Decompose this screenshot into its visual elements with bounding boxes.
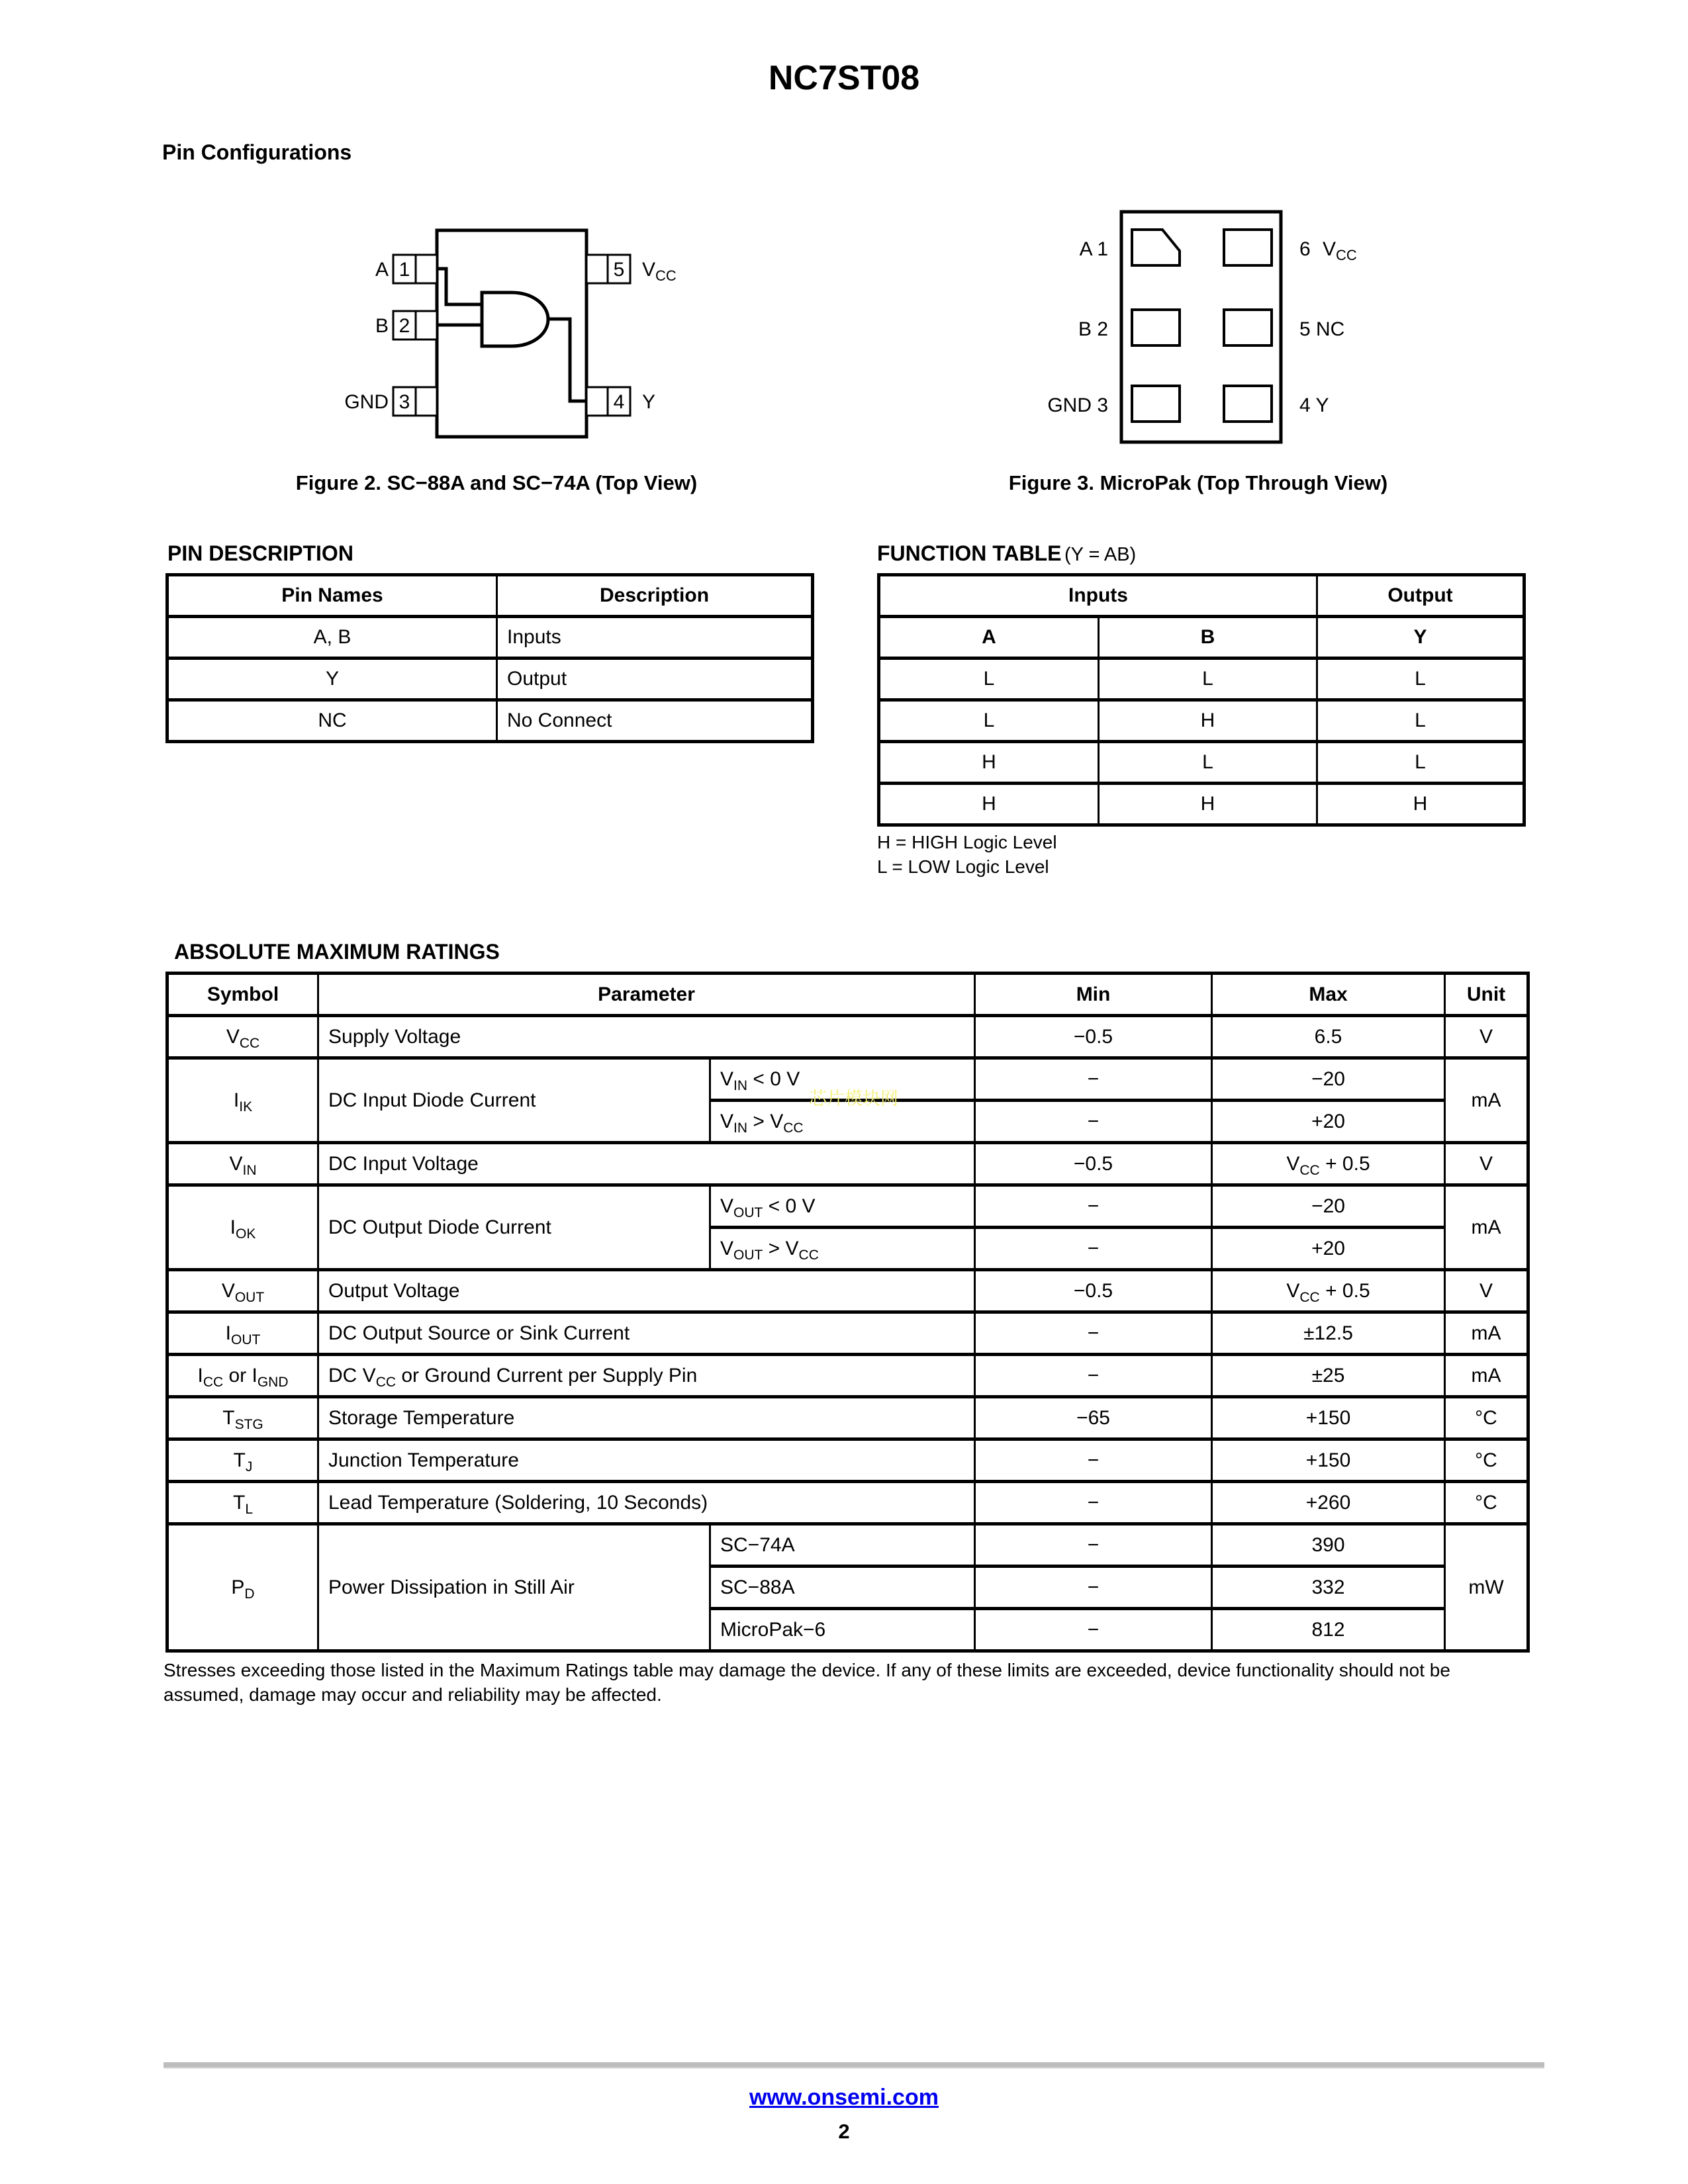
legend-low: L = LOW Logic Level — [877, 856, 1049, 877]
y-cell: H — [1317, 784, 1524, 825]
figure2-caption: Figure 2. SC−88A and SC−74A (Top View) — [295, 471, 698, 494]
unit-cell: °C — [1445, 1397, 1528, 1439]
parameter-cell: DC Output Source or Sink Current — [318, 1312, 975, 1355]
min-cell: − — [975, 1228, 1212, 1270]
unit-header: Unit — [1445, 974, 1528, 1016]
max-cell: ±12.5 — [1212, 1312, 1445, 1355]
unit-cell: V — [1445, 1143, 1528, 1185]
min-cell: − — [975, 1524, 1212, 1567]
function-table — [877, 573, 1526, 827]
b-cell: H — [1099, 700, 1317, 742]
table-subheader-row — [879, 617, 1524, 659]
symbol-cell: $T_L$ — [167, 1482, 318, 1524]
a-cell: H — [879, 742, 1099, 784]
pin-names-header: Pin Names — [167, 575, 497, 617]
function-table-legend — [877, 830, 1057, 879]
min-cell: − — [975, 1439, 1212, 1482]
max-cell: +20 — [1212, 1101, 1445, 1143]
pin1-label: A — [375, 259, 389, 281]
col-y-header: Y — [1317, 617, 1524, 659]
max-cell: 812 — [1212, 1609, 1445, 1651]
pin-description-heading: PIN DESCRIPTION — [167, 541, 353, 565]
amr-footnote: Stresses exceeding those listed in the Maximum Ratings table may damage the device. If any of these limits are exceeded, device functionality should not be assumed, damage may occur and reliability may be affected. — [164, 1660, 1450, 1705]
onsemi-link[interactable]: www.onsemi.com — [749, 2085, 939, 2110]
a-cell: L — [879, 659, 1099, 700]
parameter-cell: Junction Temperature — [318, 1439, 975, 1482]
symbol-cell: $I_{CC}$ or $I_{GND}$ — [167, 1355, 318, 1397]
unit-cell: V — [1445, 1270, 1528, 1312]
symbol-cell: $I_{IK}$ — [167, 1058, 318, 1143]
min-cell: −0.5 — [975, 1270, 1212, 1312]
pin-desc-cell: No Connect — [497, 700, 813, 742]
symbol-cell: $V_{CC}$ — [167, 1016, 318, 1058]
pin3-label: GND 3 — [1047, 394, 1108, 416]
amr-row-pd-1 — [167, 1524, 1528, 1567]
condition-cell: SC−88A — [710, 1567, 975, 1609]
pin2-label: B 2 — [1078, 318, 1108, 340]
condition-cell: $V_{OUT} < 0$ V — [710, 1185, 975, 1228]
pin5-label: $V_{CC}$ — [642, 259, 677, 284]
amr-row-icc — [167, 1355, 1528, 1397]
a-cell: L — [879, 700, 1099, 742]
min-cell: −65 — [975, 1397, 1212, 1439]
unit-cell: °C — [1445, 1482, 1528, 1524]
pad4 — [1224, 386, 1272, 422]
y-cell: L — [1317, 700, 1524, 742]
y-cell: L — [1317, 742, 1524, 784]
amr-row-vin — [167, 1143, 1528, 1185]
max-cell: +150 — [1212, 1439, 1445, 1482]
table-row — [879, 784, 1524, 825]
figure2-diagram — [291, 218, 808, 457]
max-cell: $V_{CC} + 0.5$ — [1212, 1270, 1445, 1312]
parameter-cell: DC Input Voltage — [318, 1143, 975, 1185]
b-cell: L — [1099, 659, 1317, 700]
table-row — [879, 659, 1524, 700]
pin-name-cell: Y — [167, 659, 497, 700]
table-header-row — [167, 974, 1528, 1016]
description-header: Description — [497, 575, 813, 617]
symbol-cell: $I_{OK}$ — [167, 1185, 318, 1270]
amr-row-vout — [167, 1270, 1528, 1312]
pin-name-cell: A, B — [167, 617, 497, 659]
col-b-header: B — [1099, 617, 1317, 659]
max-cell: 390 — [1212, 1524, 1445, 1567]
min-header: Min — [975, 974, 1212, 1016]
symbol-cell: $V_{OUT}$ — [167, 1270, 318, 1312]
pin-name-cell: NC — [167, 700, 497, 742]
inputs-header: Inputs — [879, 575, 1317, 617]
b-cell: H — [1099, 784, 1317, 825]
pin2-number: 2 — [399, 315, 410, 337]
min-cell: − — [975, 1058, 1212, 1101]
parameter-header: Parameter — [318, 974, 975, 1016]
parameter-cell: Power Dissipation in Still Air — [318, 1524, 710, 1651]
max-cell: +260 — [1212, 1482, 1445, 1524]
page-title: NC7ST08 — [768, 59, 920, 97]
table-row — [879, 742, 1524, 784]
min-cell: − — [975, 1567, 1212, 1609]
table-group-header-row — [879, 575, 1524, 617]
pin5-label: 5 NC — [1299, 318, 1345, 340]
figure3-diagram — [1033, 199, 1536, 450]
symbol-cell: $V_{IN}$ — [167, 1143, 318, 1185]
unit-cell: mA — [1445, 1058, 1528, 1143]
amr-heading: ABSOLUTE MAXIMUM RATINGS — [174, 940, 500, 964]
function-table-note: (Y = AB) — [1064, 544, 1137, 565]
condition-cell: MicroPak−6 — [710, 1609, 975, 1651]
amr-row-tl — [167, 1482, 1528, 1524]
function-table-title: FUNCTION TABLE — [877, 541, 1062, 565]
max-cell: ±25 — [1212, 1355, 1445, 1397]
max-cell: −20 — [1212, 1058, 1445, 1101]
pin5-number: 5 — [613, 259, 625, 281]
min-cell: − — [975, 1482, 1212, 1524]
watermark-text: 芯片模块网 — [809, 1089, 898, 1109]
unit-cell: V — [1445, 1016, 1528, 1058]
output-header: Output — [1317, 575, 1524, 617]
unit-cell: mA — [1445, 1312, 1528, 1355]
amr-row-vcc — [167, 1016, 1528, 1058]
pin-description-table — [165, 573, 814, 743]
function-table-heading — [877, 541, 1136, 566]
condition-cell: $V_{IN} > V_{CC}$ — [710, 1101, 975, 1143]
max-header: Max — [1212, 974, 1445, 1016]
max-cell: +150 — [1212, 1397, 1445, 1439]
condition-cell: SC−74A — [710, 1524, 975, 1567]
parameter-cell: Output Voltage — [318, 1270, 975, 1312]
footer-divider — [164, 2062, 1544, 2069]
parameter-cell: Storage Temperature — [318, 1397, 975, 1439]
unit-cell: °C — [1445, 1439, 1528, 1482]
max-cell: 332 — [1212, 1567, 1445, 1609]
condition-cell: $V_{OUT} > V_{CC}$ — [710, 1228, 975, 1270]
min-cell: − — [975, 1312, 1212, 1355]
min-cell: − — [975, 1609, 1212, 1651]
amr-row-tstg — [167, 1397, 1528, 1439]
col-a-header: A — [879, 617, 1099, 659]
a-cell: H — [879, 784, 1099, 825]
pin4-label: Y — [642, 391, 656, 413]
table-row — [167, 659, 813, 700]
pin3-number: 3 — [399, 391, 410, 413]
min-cell: − — [975, 1101, 1212, 1143]
y-cell: L — [1317, 659, 1524, 700]
gate-input-a-wire — [437, 269, 483, 304]
and-gate-symbol — [482, 293, 548, 346]
legend-high: H = HIGH Logic Level — [877, 832, 1057, 852]
figure3-caption: Figure 3. MicroPak (Top Through View) — [1008, 471, 1388, 494]
max-cell: $V_{CC} + 0.5$ — [1212, 1143, 1445, 1185]
pin1-label: A 1 — [1079, 238, 1108, 260]
pad6 — [1224, 230, 1272, 265]
amr-row-iok-1 — [167, 1185, 1528, 1228]
symbol-header: Symbol — [167, 974, 318, 1016]
pad1-chamfered — [1132, 230, 1180, 265]
pin3-label: GND — [344, 391, 389, 413]
max-cell: 6.5 — [1212, 1016, 1445, 1058]
symbol-cell: $P_D$ — [167, 1524, 318, 1651]
unit-cell: mA — [1445, 1355, 1528, 1397]
pin-configurations-heading: Pin Configurations — [162, 140, 352, 164]
pin6-label: 6 $V_{CC}$ — [1299, 238, 1357, 263]
max-cell: −20 — [1212, 1185, 1445, 1228]
parameter-cell: Supply Voltage — [318, 1016, 975, 1058]
symbol-cell: $I_{OUT}$ — [167, 1312, 318, 1355]
symbol-cell: $T_J$ — [167, 1439, 318, 1482]
pin4-number: 4 — [613, 391, 625, 413]
gate-output-wire — [547, 319, 586, 401]
pin-desc-cell: Inputs — [497, 617, 813, 659]
parameter-cell: DC Input Diode Current — [318, 1058, 710, 1143]
pad2 — [1132, 310, 1180, 345]
condition-cell: $V_{IN} < 0$ V — [710, 1058, 975, 1101]
table-row — [167, 700, 813, 742]
min-cell: −0.5 — [975, 1143, 1212, 1185]
b-cell: L — [1099, 742, 1317, 784]
unit-cell: mW — [1445, 1524, 1528, 1651]
absolute-maximum-ratings-table — [165, 972, 1530, 1653]
pin1-number: 1 — [399, 259, 410, 281]
pad5 — [1224, 310, 1272, 345]
parameter-cell: DC Output Diode Current — [318, 1185, 710, 1270]
parameter-cell: DC $V_{CC}$ or Ground Current per Supply Pin — [318, 1355, 975, 1397]
min-cell: − — [975, 1185, 1212, 1228]
min-cell: − — [975, 1355, 1212, 1397]
table-header-row — [167, 575, 813, 617]
symbol-cell: $T_{STG}$ — [167, 1397, 318, 1439]
pad3 — [1132, 386, 1180, 422]
page-number: 2 — [838, 2120, 850, 2143]
amr-row-iout — [167, 1312, 1528, 1355]
table-row — [879, 700, 1524, 742]
parameter-cell: Lead Temperature (Soldering, 10 Seconds) — [318, 1482, 975, 1524]
unit-cell: mA — [1445, 1185, 1528, 1270]
footer — [0, 2085, 1688, 2111]
max-cell: +20 — [1212, 1228, 1445, 1270]
table-row — [167, 617, 813, 659]
pin4-label: 4 Y — [1299, 394, 1329, 416]
min-cell: −0.5 — [975, 1016, 1212, 1058]
pin-desc-cell: Output — [497, 659, 813, 700]
amr-row-tj — [167, 1439, 1528, 1482]
pin2-label: B — [375, 315, 389, 337]
